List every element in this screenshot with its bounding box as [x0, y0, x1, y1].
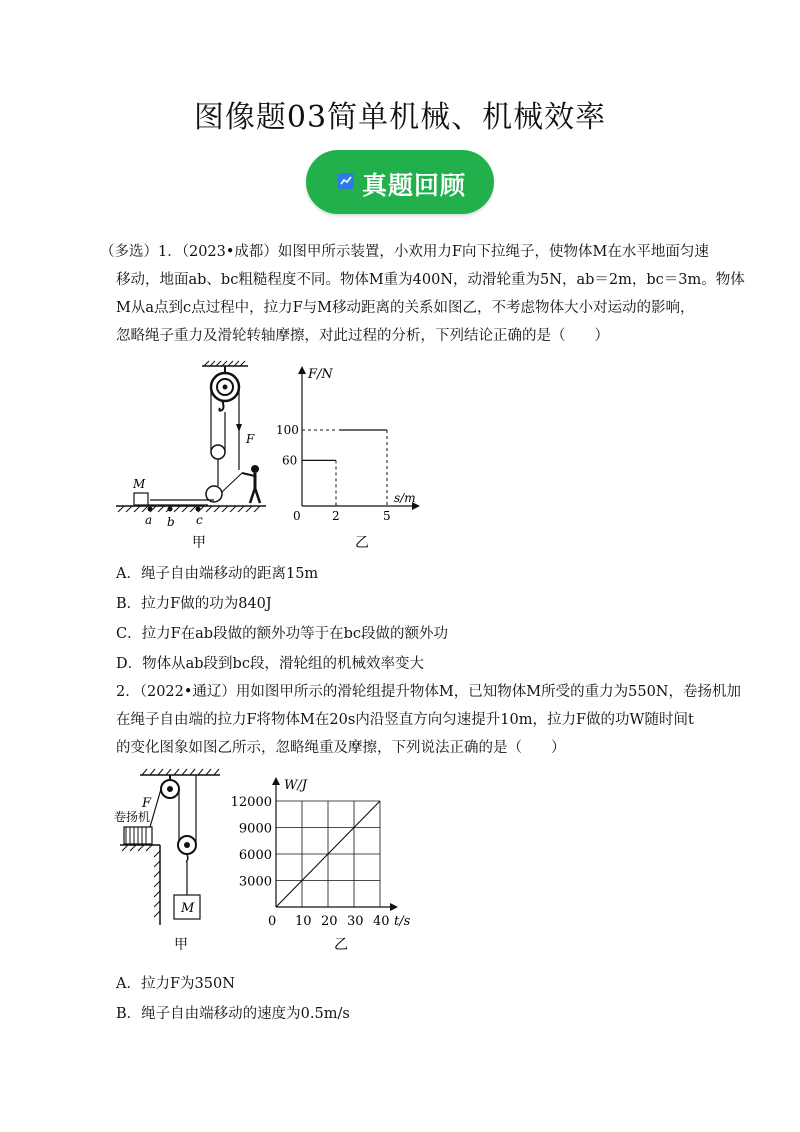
q2-M-label: M: [181, 901, 195, 916]
q1-jia-F-label: F: [246, 432, 255, 446]
q2-ytick-label: 6000: [238, 848, 272, 863]
badge-label: 真题回顾: [362, 171, 467, 200]
q2-ytick-label: 3000: [238, 874, 272, 890]
section-badge: [306, 150, 494, 214]
q1-line-1: （多选）1．（2023•成都）如图甲所示装置，小欢用力F向下拉绳子，使物体M在水平地面匀速: [100, 244, 709, 260]
q2-line-1: 2．（2022•通辽）用如图甲所示的滑轮组提升物体M，已知物体M所受的重力为550N，卷扬机加: [116, 684, 741, 700]
q1-xtick-label: 5: [383, 509, 391, 523]
q2-winch-label: 卷扬机: [114, 810, 151, 824]
q1-option-a[interactable]: A．绳子自由端移动的距离15m: [116, 566, 319, 582]
q2-line-3: 的变化图象如图乙所示，忽略绳重及摩擦，下列说法正确的是（ ）: [116, 740, 566, 756]
q1-ytick-label: 60: [282, 453, 298, 468]
q1-jia-b-label: b: [167, 515, 175, 529]
q2-F-label: F: [142, 796, 152, 811]
q1-option-d[interactable]: D．物体从ab段到bc段，滑轮组的机械效率变大: [116, 656, 424, 672]
q2-ytick-label: 9000: [238, 821, 272, 837]
q1-jia-M-label: M: [133, 477, 146, 491]
q1-line-4: 忽略绳子重力及滑轮转轴摩擦，对此过程的分析，下列结论正确的是（ ）: [116, 328, 609, 344]
q2-xtick-label: 40: [373, 914, 390, 929]
q1-jia-caption: 甲: [192, 535, 206, 551]
q1-chart-yi: [276, 360, 430, 555]
q2-chart-yi: [230, 775, 420, 955]
q2-xtick-label: 30: [347, 914, 364, 929]
q1-ylabel: F/N: [308, 367, 333, 382]
q2-yi-caption: 乙: [334, 937, 348, 953]
q1-origin: 0: [293, 509, 301, 523]
q2-option-a[interactable]: A．拉力F为350N: [116, 976, 235, 992]
q2-figure-jia: [110, 765, 235, 955]
q2-xtick-label: 10: [295, 914, 312, 929]
q2-origin: 0: [268, 914, 277, 929]
q1-option-b[interactable]: B．拉力F做的功为840J: [116, 596, 272, 612]
q2-ytick-label: 12000: [230, 795, 272, 810]
q2-line-2: 在绳子自由端的拉力F将物体M在20s内沿竖直方向匀速提升10m，拉力F做的功W随时间t: [116, 712, 694, 728]
q1-ytick-label: 100: [276, 423, 299, 437]
q1-yi-caption: 乙: [355, 535, 369, 551]
q1-option-c[interactable]: C．拉力F在ab段做的额外功等于在bc段做的额外功: [116, 626, 448, 642]
q1-jia-a-label: a: [145, 513, 153, 527]
chart-icon: [338, 173, 354, 189]
q2-xlabel: t/s: [394, 914, 411, 929]
q2-xtick-label: 20: [321, 914, 338, 929]
q1-xtick-label: 2: [332, 509, 340, 523]
q1-jia-c-label: c: [196, 513, 203, 527]
q2-ylabel: W/J: [284, 778, 307, 793]
q2-jia-caption: 甲: [174, 937, 188, 953]
q1-line-3: M从a点到c点过程中，拉力F与M移动距离的关系如图乙，不考虑物体大小对运动的影响，: [116, 300, 695, 316]
q1-figure-jia: [110, 360, 270, 555]
q1-xlabel: s/m: [394, 491, 416, 505]
q1-line-2: 移动，地面ab、bc粗糙程度不同。物体M重为400N，动滑轮重为5N，ab＝2m，bc＝3m。物体: [116, 272, 745, 288]
page-title: 图像题03简单机械、机械效率: [193, 100, 607, 135]
q2-option-b[interactable]: B．绳子自由端移动的速度为0.5m/s: [116, 1006, 350, 1022]
